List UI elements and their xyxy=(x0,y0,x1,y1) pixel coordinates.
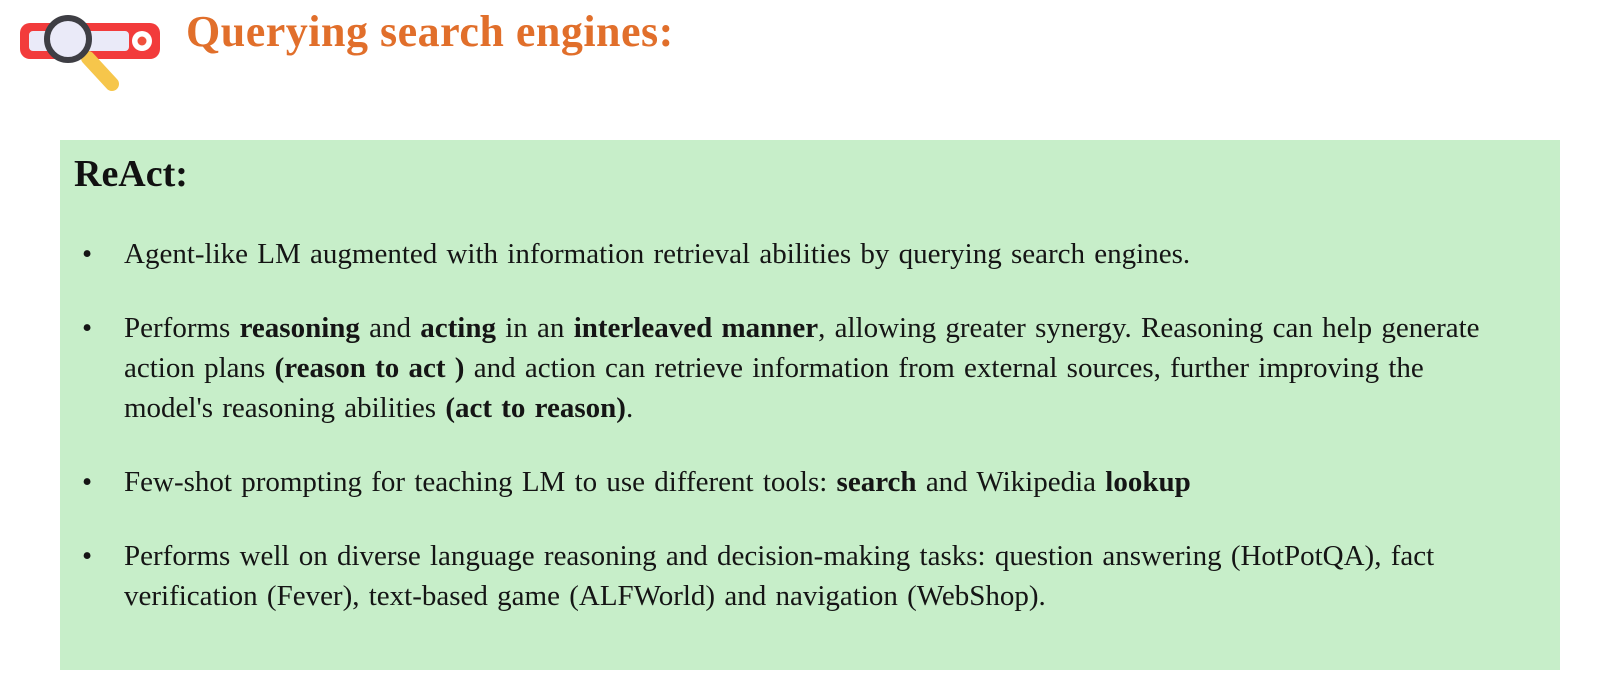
content-box xyxy=(60,140,1560,670)
box-heading: ReAct: xyxy=(74,153,188,195)
search-bar-magnifier-icon xyxy=(18,6,166,102)
slide-header xyxy=(0,0,1600,110)
page-title: Querying search engines: xyxy=(186,7,674,56)
bullet-list xyxy=(74,234,1500,616)
bullet-item: • Performs well on diverse language reasoning and decision-making tasks: question answering (HotPotQA), fact verification (Fever), text-based game (ALFWorld) and navigation (WebShop). xyxy=(74,536,1500,616)
bullet-item: • Performs reasoning and acting in an interleaved manner, allowing greater synergy. Reasoning can help generate action plans (reason to act ) and action can retrieve information from external sources, further improving the model's reasoning abilities (act to reason). xyxy=(74,308,1500,428)
bullet-item: • Agent-like LM augmented with information retrieval abilities by querying search engines. xyxy=(74,234,1500,274)
bullet-item: • Few-shot prompting for teaching LM to use different tools: search and Wikipedia lookup xyxy=(74,462,1500,502)
